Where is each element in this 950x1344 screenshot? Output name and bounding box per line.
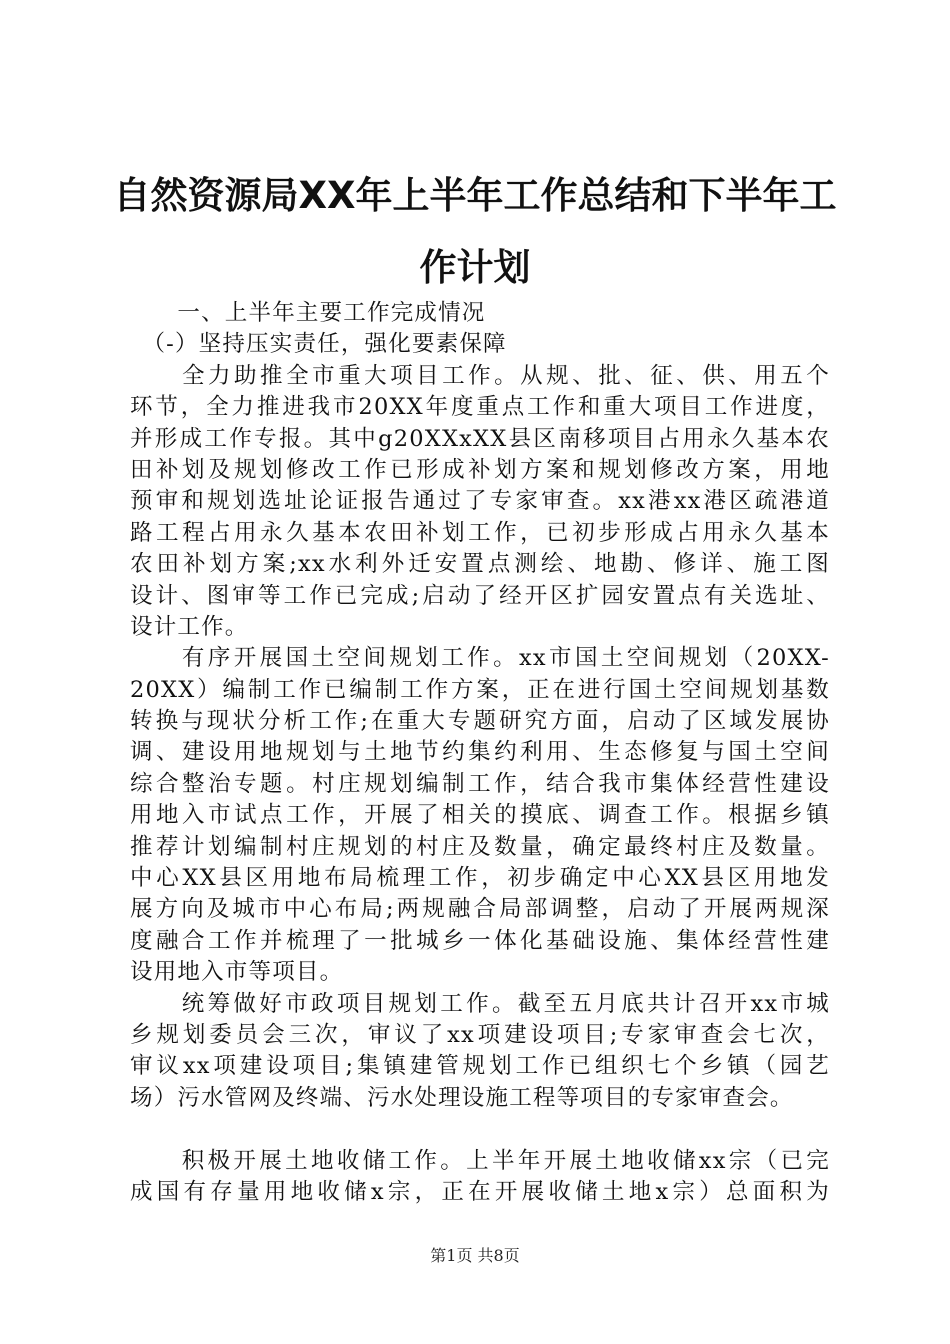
paragraph-line: 田补划及规划修改工作已形成补划方案和规划修改方案，用地 [130,456,830,483]
paragraph-line: 有序开展国土空间规划工作。xx市国土空间规划（20XX- [130,645,830,672]
paragraph-line: 设计工作。 [130,613,249,640]
document-title [100,160,850,304]
subsection-heading: （-）坚持压实责任，强化要素保障 [130,331,507,358]
section-heading: 一、上半年主要工作完成情况 [130,300,486,326]
paragraph-line: 展方向及城市中心布局;两规融合局部调整，启动了开展两规深 [130,896,830,923]
blank-line [130,1114,830,1145]
paragraph-line: 乡规划委员会三次，审议了xx项建设项目;专家审查会七次， [130,1021,830,1048]
paragraph-line: 转换与现状分析工作;在重大专题研究方面，启动了区域发展协 [130,708,830,735]
paragraph-line: 农田补划方案;xx水利外迁安置点测绘、地勘、修详、施工图 [130,551,830,578]
paragraph-line: 中心XX县区用地布局梳理工作，初步确定中心XX县区用地发 [130,865,830,892]
paragraph-line: 统筹做好市政项目规划工作。截至五月底共计召开xx市城 [130,990,830,1017]
paragraph-line: 全力助推全市重大项目工作。从规、批、征、供、用五个 [130,362,830,389]
paragraph-line: 设用地入市等项目。 [130,959,344,986]
page-footer: 第1页 共8页 [430,1246,520,1265]
paragraph-line: 环节，全力推进我市20XX年度重点工作和重大项目工作进度， [130,394,830,421]
paragraph-line: 场）污水管网及终端、污水处理设施工程等项目的专家审查会。 [130,1084,794,1111]
title-line-1: 自然资源局XX年上半年工作总结和下半年工 [113,174,837,217]
paragraph-line: 用地入市试点工作，开展了相关的摸底、调查工作。根据乡镇 [130,802,830,829]
paragraph-line: 并形成工作专报。其中g20XXxXX县区南移项目占用永久基本农 [130,425,830,452]
paragraph-line: 路工程占用永久基本农田补划工作，已初步形成占用永久基本 [130,519,830,546]
paragraph-line: 积极开展土地收储工作。上半年开展土地收储xx宗（已完 [130,1147,830,1174]
paragraph-line: 审议xx项建设项目;集镇建管规划工作已组织七个乡镇（园艺 [130,1053,830,1080]
paragraph-line: 预审和规划选址论证报告通过了专家审查。xx港xx港区疏港道 [130,488,830,515]
paragraph-line: 成国有存量用地收储x宗，正在开展收储土地x宗）总面积为 [130,1178,830,1205]
paragraph-line: 调、建设用地规划与土地节约集约利用、生态修复与国土空间 [130,739,830,766]
paragraph-line: 综合整治专题。村庄规划编制工作，结合我市集体经营性建设 [130,770,830,797]
document-body [130,298,830,1208]
paragraph-line: 设计、图审等工作已完成;启动了经开区扩园安置点有关选址、 [130,582,830,609]
paragraph-line: 推荐计划编制村庄规划的村庄及数量，确定最终村庄及数量。 [130,833,830,860]
paragraph-line: 度融合工作并梳理了一批城乡一体化基础设施、集体经营性建 [130,927,830,954]
title-line-2: 作计划 [419,246,531,289]
paragraph-line: 20XX）编制工作已编制工作方案，正在进行国土空间规划基数 [130,676,830,703]
